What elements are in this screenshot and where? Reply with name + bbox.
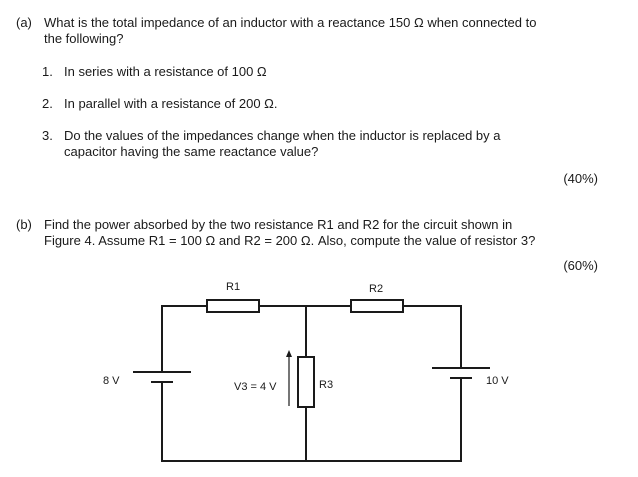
v3-label: V3 = 4 V (234, 381, 277, 393)
part-a-marks: (40%) (563, 171, 598, 186)
resistor-r3 (298, 357, 314, 407)
r2-label: R2 (369, 283, 384, 295)
part-a-question-line1: What is the total impedance of an inductor with a reactance 150 Ω when connected to (44, 15, 537, 30)
source-right-label: 10 V (486, 375, 509, 387)
part-a-marker: (a) (16, 15, 32, 30)
part-b-marker: (b) (16, 217, 32, 232)
r1-label: R1 (226, 281, 241, 293)
part-b-question-line2: Figure 4. Assume R1 = 100 Ω and R2 = 200 Ω. Also, compute the value of resistor 3? (44, 233, 536, 248)
resistor-r1 (207, 300, 259, 312)
part-a-question-line2: the following? (44, 31, 124, 46)
voltage-arrow-v3 (286, 350, 292, 406)
item-3-number: 3. (42, 128, 53, 143)
item-3-text-line1: Do the values of the impedances change when the inductor is replaced by a (64, 128, 501, 143)
part-b-marks: (60%) (563, 258, 598, 273)
item-1-text: In series with a resistance of 100 Ω (64, 64, 267, 79)
item-3-text-line2: capacitor having the same reactance value? (64, 144, 319, 159)
part-b-question-line1: Find the power absorbed by the two resistance R1 and R2 for the circuit shown in (44, 217, 513, 232)
battery-left (133, 372, 191, 382)
item-2-text: In parallel with a resistance of 200 Ω. (64, 96, 278, 111)
item-2-number: 2. (42, 96, 53, 111)
source-left-label: 8 V (103, 375, 120, 387)
battery-right (432, 368, 490, 378)
r3-label: R3 (319, 379, 334, 391)
resistor-r2 (351, 300, 403, 312)
item-1-number: 1. (42, 64, 53, 79)
